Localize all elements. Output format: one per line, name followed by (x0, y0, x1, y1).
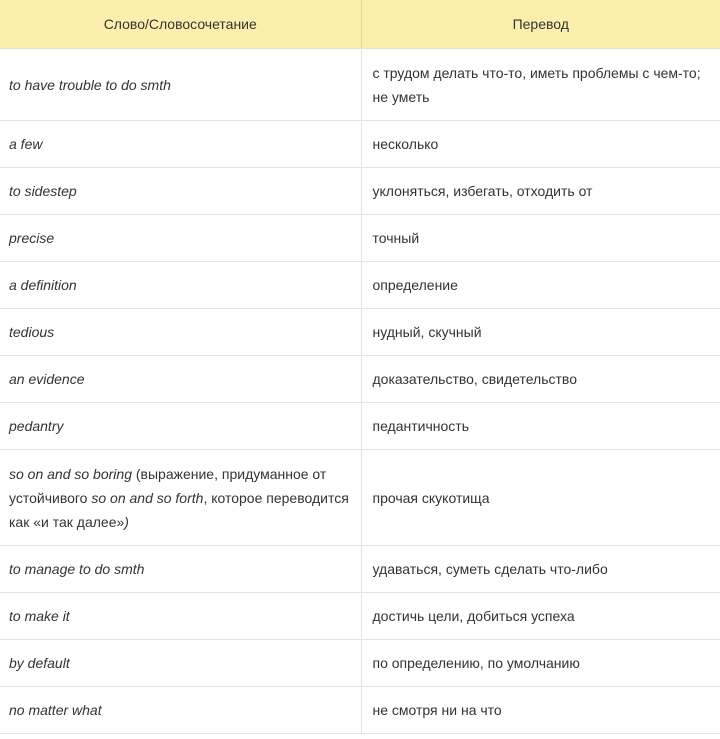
word-cell: pedantry (0, 403, 361, 450)
table-row (0, 215, 720, 262)
translation-cell: определение (361, 262, 720, 309)
word-cell: a few (0, 121, 361, 168)
translation-cell: уклоняться, избегать, отходить от (361, 168, 720, 215)
table-row (0, 168, 720, 215)
word-cell: to have trouble to do smth (0, 49, 361, 121)
translation-cell: с трудом делать что-то, иметь проблемы с чем-то; не уметь (361, 49, 720, 121)
translation-cell: прочая скукотища (361, 450, 720, 546)
translation-cell: педантичность (361, 403, 720, 450)
word-cell: tedious (0, 309, 361, 356)
table-row (0, 121, 720, 168)
note-open: (выражение, придуманное от устойчивого (9, 465, 327, 506)
table-row (0, 356, 720, 403)
translation-cell: по определению, по умолчанию (361, 640, 720, 687)
table-header-row (0, 0, 720, 49)
table-row (0, 687, 720, 734)
word-cell: precise (0, 215, 361, 262)
translation-cell: доказательство, свидетельство (361, 356, 720, 403)
word-cell: to make it (0, 593, 361, 640)
word-cell: no matter what (0, 687, 361, 734)
table-row (0, 403, 720, 450)
translation-cell: удаваться, суметь сделать что-либо (361, 546, 720, 593)
table-row (0, 450, 720, 546)
translation-cell: нудный, скучный (361, 309, 720, 356)
table-row (0, 546, 720, 593)
header-translation: Перевод (361, 0, 720, 49)
table-row (0, 593, 720, 640)
table-row (0, 640, 720, 687)
translation-cell: несколько (361, 121, 720, 168)
translation-cell: достичь цели, добиться успеха (361, 593, 720, 640)
word-cell: to manage to do smth (0, 546, 361, 593)
table-row (0, 262, 720, 309)
header-word: Слово/Словосочетание (0, 0, 361, 49)
word-cell: a definition (0, 262, 361, 309)
note-mid: , которое переводится как «и так далее» (9, 489, 349, 530)
word-cell (0, 450, 361, 546)
note-close: ) (124, 513, 129, 530)
note-phrase: so on and so forth (91, 489, 204, 506)
table-row (0, 49, 720, 121)
word-cell: by default (0, 640, 361, 687)
word-cell: an evidence (0, 356, 361, 403)
translation-cell: точный (361, 215, 720, 262)
table-row (0, 309, 720, 356)
translation-cell: не смотря ни на что (361, 687, 720, 734)
word-cell: to sidestep (0, 168, 361, 215)
word-text: so on and so boring (9, 465, 132, 482)
